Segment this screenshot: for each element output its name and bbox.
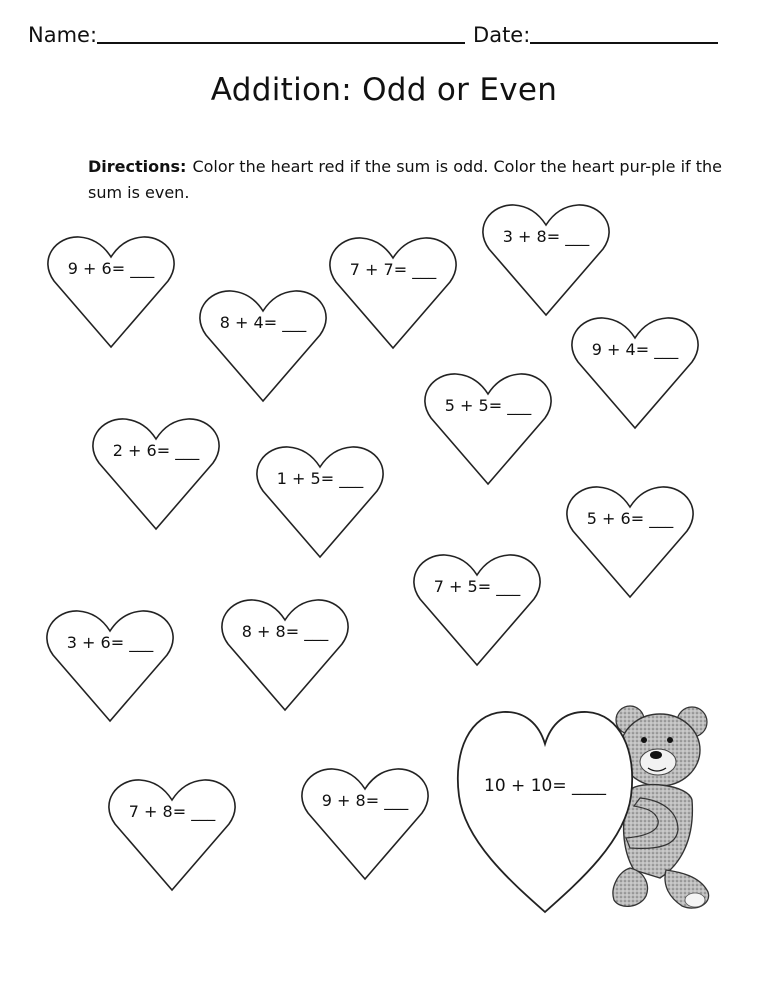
heart-problem[interactable] (423, 370, 553, 486)
heart-icon (481, 201, 611, 317)
heart-problem[interactable] (220, 596, 350, 712)
date-field[interactable] (530, 22, 718, 44)
name-field[interactable] (97, 22, 465, 44)
heart-problem[interactable] (565, 483, 695, 599)
problem-text: 3 + 6= ___ (66, 633, 154, 652)
heart-icon (412, 551, 542, 667)
problem-text: 9 + 4= ___ (591, 340, 679, 359)
large-heart-problem[interactable] (455, 706, 635, 916)
problem-text: 1 + 5= ___ (276, 469, 364, 488)
problem-text: 8 + 8= ___ (241, 622, 329, 641)
problem-text: 2 + 6= ___ (112, 441, 200, 460)
heart-problem[interactable] (300, 765, 430, 881)
heart-icon (565, 483, 695, 599)
directions (88, 154, 728, 206)
heart-icon (198, 287, 328, 403)
problem-text: 7 + 8= ___ (128, 802, 216, 821)
heart-problem[interactable] (107, 776, 237, 892)
date-label: Date: (473, 23, 531, 47)
heart-icon (220, 596, 350, 712)
problem-text: 3 + 8= ___ (502, 227, 590, 246)
heart-icon (423, 370, 553, 486)
heart-problem[interactable] (198, 287, 328, 403)
problem-text: 5 + 5= ___ (444, 396, 532, 415)
heart-icon (255, 443, 385, 559)
name-date-line (28, 22, 718, 47)
directions-text: Color the heart red if the sum is odd. Color the heart pur-ple if the sum is even. (88, 157, 722, 202)
heart-problem[interactable] (570, 314, 700, 430)
large-heart-icon (455, 706, 635, 916)
problem-text: 9 + 8= ___ (321, 791, 409, 810)
heart-icon (45, 607, 175, 723)
directions-label: Directions: (88, 157, 187, 176)
heart-problem[interactable] (255, 443, 385, 559)
heart-icon (107, 776, 237, 892)
problem-text: 7 + 5= ___ (433, 577, 521, 596)
heart-icon (46, 233, 176, 349)
worksheet-title: Addition: Odd or Even (210, 72, 558, 108)
heart-icon (300, 765, 430, 881)
heart-problem[interactable] (328, 234, 458, 350)
problem-text: 5 + 6= ___ (586, 509, 674, 528)
problem-text: 7 + 7= ___ (349, 260, 437, 279)
heart-problem[interactable] (46, 233, 176, 349)
heart-problem[interactable] (481, 201, 611, 317)
heart-icon (328, 234, 458, 350)
problem-text: 10 + 10= ____ (484, 776, 606, 796)
heart-problem[interactable] (91, 415, 221, 531)
heart-icon (570, 314, 700, 430)
heart-problem[interactable] (412, 551, 542, 667)
problem-text: 8 + 4= ___ (219, 313, 307, 332)
heart-icon (91, 415, 221, 531)
problem-text: 9 + 6= ___ (67, 259, 155, 278)
heart-problem[interactable] (45, 607, 175, 723)
name-label: Name: (28, 23, 98, 47)
